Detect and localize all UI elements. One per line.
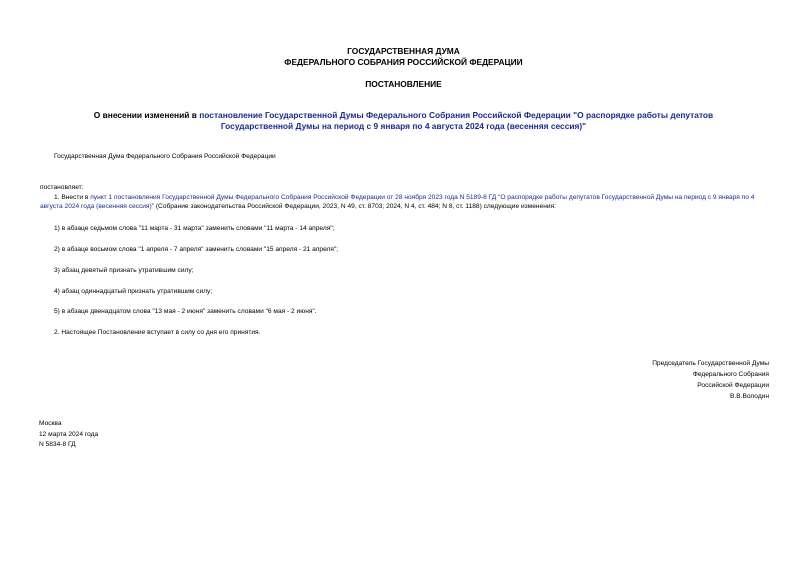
item-1-rest: (Собрание законодательства Российской Федерации, 2023, N 49, ст. 8703; 2024, N 4, ст. 484; N 8, ст. 1188) следующие изменения:	[154, 203, 556, 210]
item-1-paragraph	[40, 193, 770, 211]
subitem-1: 1) в абзаце седьмом слова "11 марта - 31 марта" заменить словами "11 марта - 14 апреля";	[54, 225, 335, 232]
title-prefix: О внесении изменений в	[93, 110, 200, 120]
title-link-part-1[interactable]: постановление Государственной Думы Федерального Собрания Российской Федерации "О распорядке работы депутатов	[199, 110, 714, 120]
header-line-2: ФЕДЕРАЛЬНОГО СОБРАНИЯ РОССИЙСКОЙ ФЕДЕРАЦИИ	[284, 57, 523, 67]
document-title	[0, 110, 807, 132]
subitem-3: 3) абзац девятый признать утратившим силу;	[54, 267, 194, 274]
header-line-1: ГОСУДАРСТВЕННАЯ ДУМА	[347, 46, 460, 56]
issuer-text: Государственная Дума Федерального Собрания Российской Федерации	[54, 153, 276, 160]
subitem-2: 2) в абзаце восьмом слова "1 апреля - 7 апреля" заменить словами "15 апреля - 21 апреля";	[54, 246, 339, 253]
document-number: N 5834-8 ГД	[39, 441, 76, 448]
subitem-5: 5) в абзаце двенадцатом слова "13 мая - 2 июня" заменить словами "6 мая - 2 июня".	[54, 308, 317, 315]
title-line-2	[0, 121, 807, 132]
adoption-date: 12 марта 2024 года	[39, 430, 99, 438]
signature-line-2: Федерального Собрания	[692, 371, 769, 378]
subitem-4: 4) абзац одиннадцатый признать утратившим силу;	[54, 288, 213, 295]
signature-block	[652, 358, 769, 402]
resolves-text: постановляет:	[40, 184, 84, 191]
item-2-paragraph: 2. Настоящее Постановление вступает в силу со дня его принятия.	[54, 329, 261, 336]
item-1-number: 1. Внести в	[54, 194, 91, 201]
title-line-1	[0, 110, 807, 121]
place-date-block	[39, 419, 98, 451]
city: Москва	[39, 420, 62, 427]
signature-line-1: Председатель Государственной Думы	[652, 360, 769, 367]
title-link-part-2[interactable]: Государственной Думы на период с 9 января по 4 августа 2024 года (весенняя сессия)"	[220, 121, 587, 131]
item-1-link[interactable]: пункт 1 постановления Государственной Думы Федерального Собрания Российской Федерации от 28 ноября 2023 года N 5189-8 ГД "О распорядке работы депутатов Государственной Думы на период с 9 января по 4 августа 2024 года (весенняя сессия)"	[40, 194, 755, 210]
signatory-name: В.В.Володин	[730, 393, 769, 400]
signature-line-3: Российской Федерации	[697, 382, 769, 389]
document-type: ПОСТАНОВЛЕНИЕ	[365, 79, 442, 89]
